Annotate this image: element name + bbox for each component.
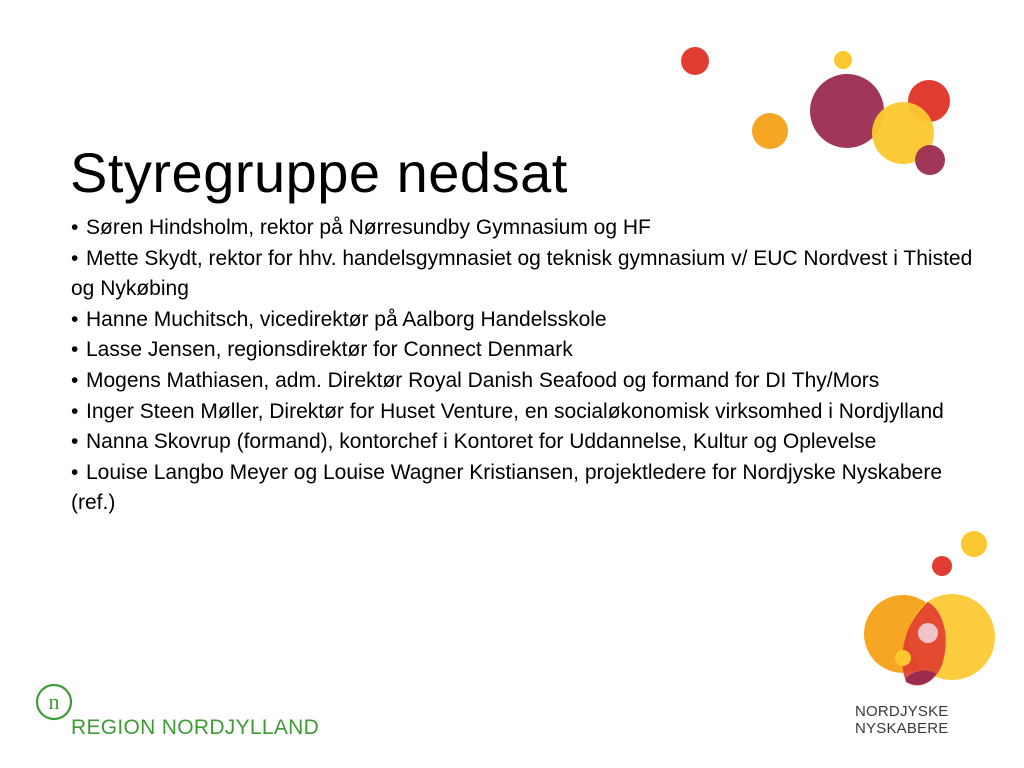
nyskabere-wordmark <box>855 703 949 737</box>
nyskabere-line2: NYSKABERE <box>855 720 949 737</box>
bullet-icon: • <box>71 460 79 484</box>
page-title: Styregruppe nedsat <box>70 141 568 204</box>
bullet-icon: • <box>71 246 79 270</box>
region-mark-letter: n <box>48 689 60 714</box>
bullet-icon: • <box>71 338 79 362</box>
list-item-text: Mette Skydt, rektor for hhv. handelsgymnasiet og teknisk gymnasium v/ EUC Nordvest i Thisted og Nykøbing <box>71 246 973 301</box>
region-nordjylland-label: REGION NORDJYLLAND <box>71 716 320 739</box>
list-item-text: Hanne Muchitsch, vicedirektør på Aalborg Handelsskole <box>86 307 607 331</box>
list-item-text: Nanna Skovrup (formand), kontorchef i Kontoret for Uddannelse, Kultur og Oplevelse <box>86 430 877 454</box>
list-item-text: Søren Hindsholm, rektor på Nørresundby Gymnasium og HF <box>86 216 651 239</box>
bullet-icon: • <box>71 307 79 331</box>
bullet-icon: • <box>71 216 79 239</box>
nyskabere-line1: NORDJYSKE <box>855 703 949 720</box>
list-item-text: Louise Langbo Meyer og Louise Wagner Kristiansen, projektledere for Nordjyske Nyskabere (ref.) <box>71 460 943 515</box>
list-item-text: Inger Steen Møller, Direktør for Huset Venture, en socialøkonomisk virksomhed i Nordjylland <box>86 399 944 423</box>
bullet-icon: • <box>71 368 79 392</box>
list-item-text: Lasse Jensen, regionsdirektør for Connect Denmark <box>86 338 573 362</box>
bullet-icon: • <box>71 399 79 423</box>
list-item-text: Mogens Mathiasen, adm. Direktør Royal Danish Seafood og formand for DI Thy/Mors <box>86 368 880 392</box>
bullet-icon: • <box>71 430 79 454</box>
